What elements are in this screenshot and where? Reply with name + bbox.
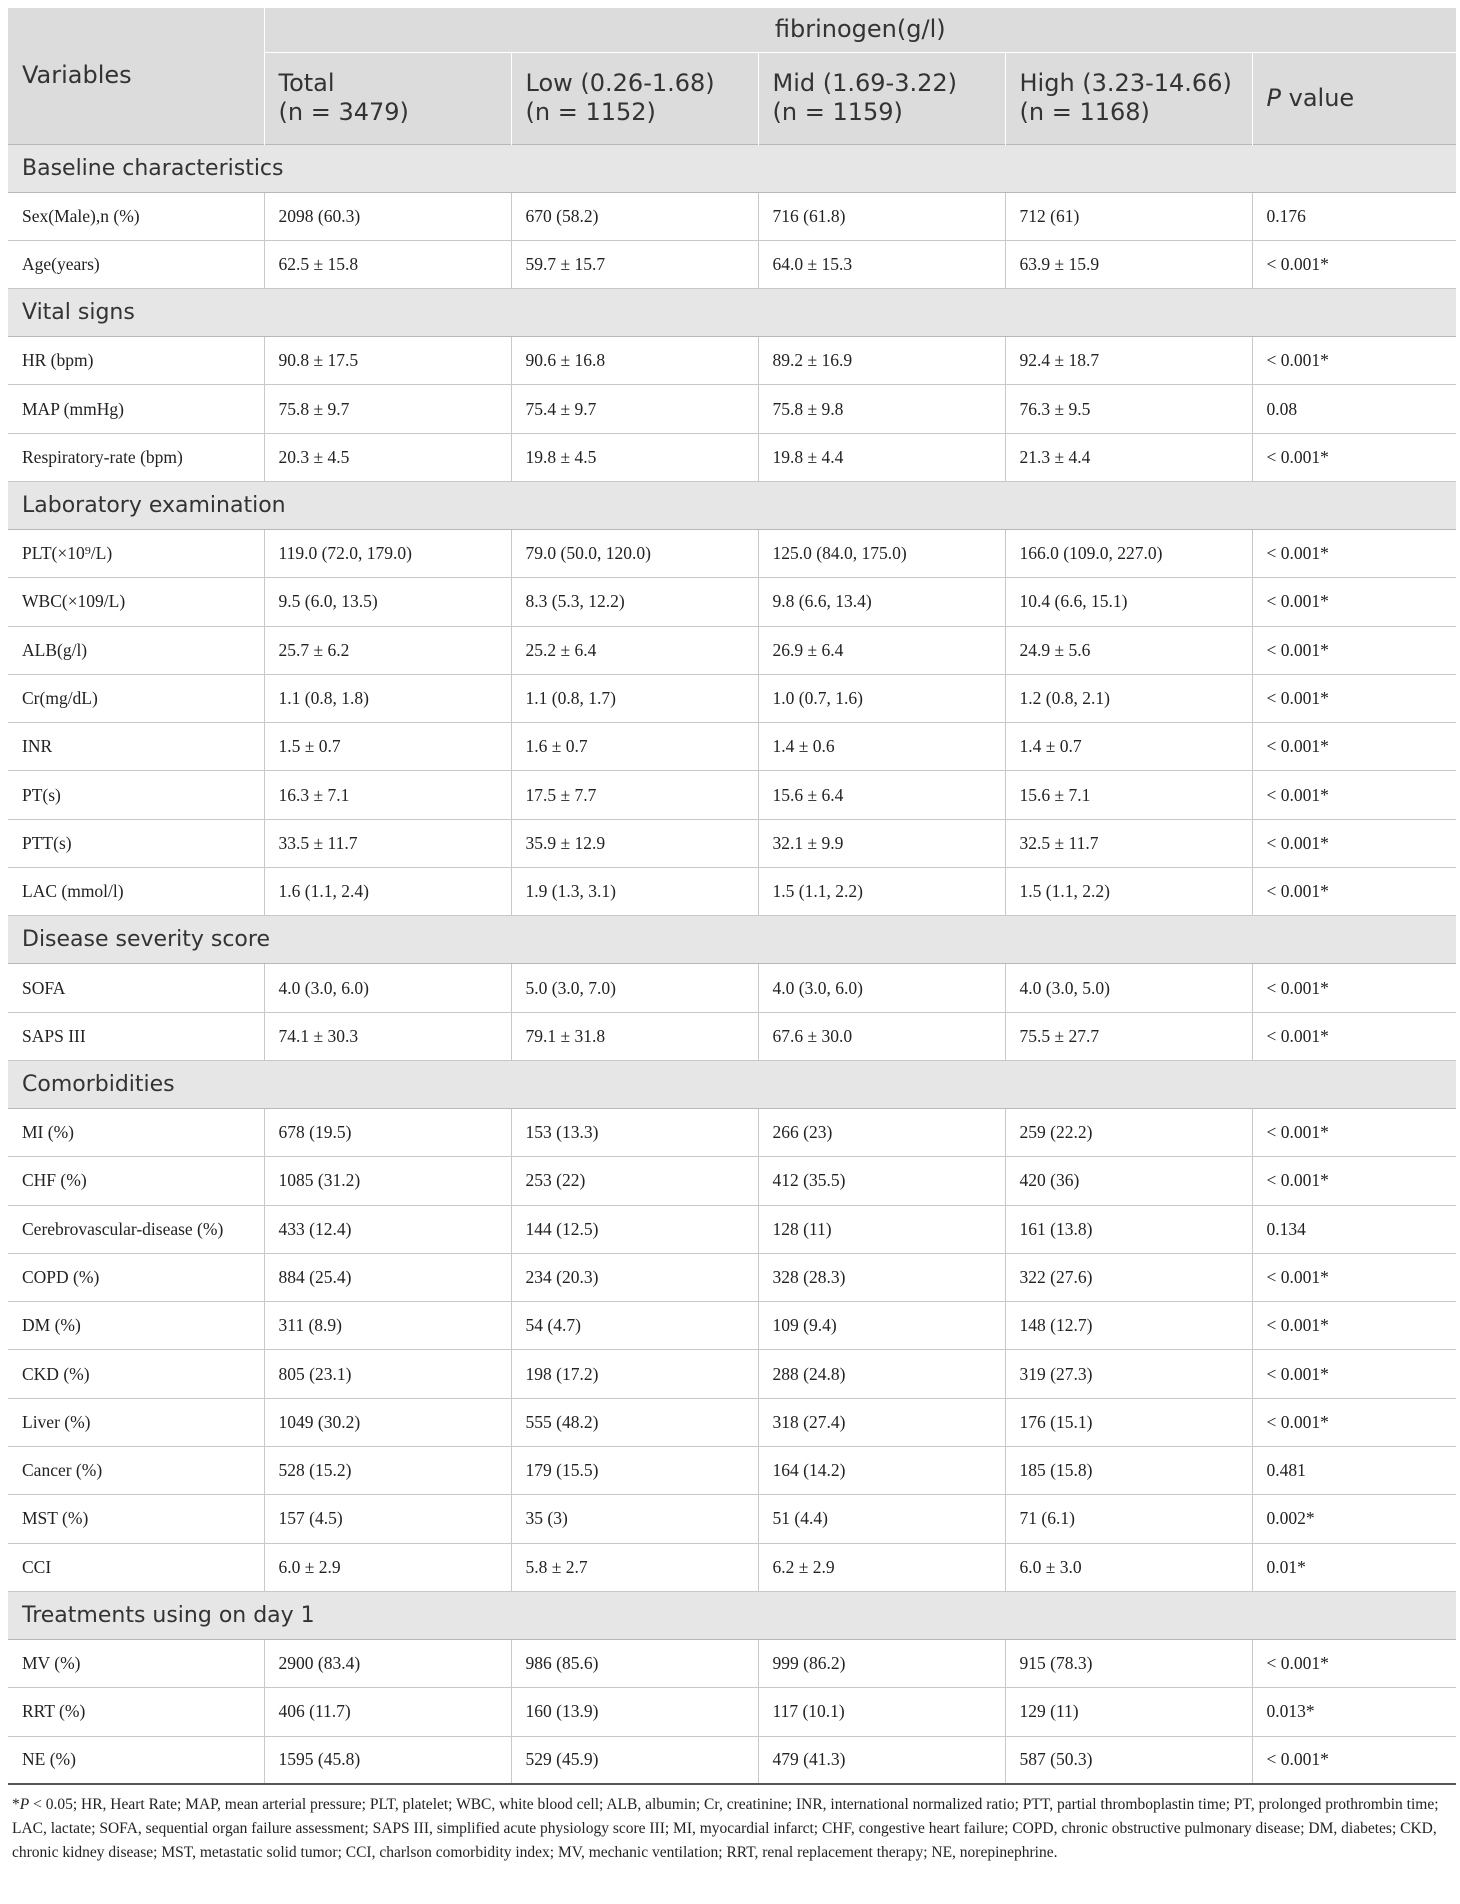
section-header-row	[8, 1591, 1456, 1639]
value-cell: 76.3 ± 9.5	[1005, 385, 1252, 433]
value-cell: < 0.001*	[1252, 674, 1456, 722]
value-cell: 0.08	[1252, 385, 1456, 433]
value-cell: 71 (6.1)	[1005, 1495, 1252, 1543]
section-title: Baseline characteristics	[8, 144, 1456, 192]
value-cell: 33.5 ± 11.7	[264, 819, 511, 867]
value-cell: 164 (14.2)	[758, 1447, 1005, 1495]
row-label-cell: SOFA	[8, 964, 264, 1012]
value-cell: 9.5 (6.0, 13.5)	[264, 578, 511, 626]
value-cell: 319 (27.3)	[1005, 1350, 1252, 1398]
value-cell: 1.5 ± 0.7	[264, 723, 511, 771]
value-cell: 19.8 ± 4.4	[758, 433, 1005, 481]
table-row	[8, 192, 1456, 240]
row-label-cell: Liver (%)	[8, 1398, 264, 1446]
value-cell: < 0.001*	[1252, 1108, 1456, 1156]
value-cell: < 0.001*	[1252, 1398, 1456, 1446]
value-cell: 79.1 ± 31.8	[511, 1012, 758, 1060]
table-row	[8, 868, 1456, 916]
value-cell: 529 (45.9)	[511, 1736, 758, 1784]
value-cell: 884 (25.4)	[264, 1253, 511, 1301]
value-cell: 1595 (45.8)	[264, 1736, 511, 1784]
value-cell: 716 (61.8)	[758, 192, 1005, 240]
value-cell: 5.8 ± 2.7	[511, 1543, 758, 1591]
table-row	[8, 1205, 1456, 1253]
table-row	[8, 1447, 1456, 1495]
value-cell: 328 (28.3)	[758, 1253, 1005, 1301]
column-header-total: Total (n = 3479)	[264, 52, 511, 144]
row-label-cell: Cerebrovascular-disease (%)	[8, 1205, 264, 1253]
value-cell: 179 (15.5)	[511, 1447, 758, 1495]
value-cell: 8.3 (5.3, 12.2)	[511, 578, 758, 626]
value-cell: 64.0 ± 15.3	[758, 240, 1005, 288]
value-cell: 6.2 ± 2.9	[758, 1543, 1005, 1591]
value-cell: 412 (35.5)	[758, 1157, 1005, 1205]
table-row	[8, 578, 1456, 626]
value-cell: 51 (4.4)	[758, 1495, 1005, 1543]
row-label-cell: PLT(×10⁹/L)	[8, 529, 264, 577]
row-label-cell: SAPS III	[8, 1012, 264, 1060]
table-row	[8, 1157, 1456, 1205]
column-header-mid: Mid (1.69-3.22) (n = 1159)	[758, 52, 1005, 144]
value-cell: 17.5 ± 7.7	[511, 771, 758, 819]
row-label-cell: HR (bpm)	[8, 337, 264, 385]
value-cell: 9.8 (6.6, 13.4)	[758, 578, 1005, 626]
section-title: Disease severity score	[8, 916, 1456, 964]
row-label-cell: Sex(Male),n (%)	[8, 192, 264, 240]
value-cell: 1049 (30.2)	[264, 1398, 511, 1446]
value-cell: 0.013*	[1252, 1688, 1456, 1736]
section-header-row	[8, 144, 1456, 192]
value-cell: < 0.001*	[1252, 771, 1456, 819]
value-cell: 1.5 (1.1, 2.2)	[758, 868, 1005, 916]
value-cell: 5.0 (3.0, 7.0)	[511, 964, 758, 1012]
value-cell: 915 (78.3)	[1005, 1639, 1252, 1687]
value-cell: 129 (11)	[1005, 1688, 1252, 1736]
row-label-cell: Cr(mg/dL)	[8, 674, 264, 722]
row-label-cell: LAC (mmol/l)	[8, 868, 264, 916]
value-cell: 59.7 ± 15.7	[511, 240, 758, 288]
value-cell: 144 (12.5)	[511, 1205, 758, 1253]
value-cell: 986 (85.6)	[511, 1639, 758, 1687]
value-cell: 90.6 ± 16.8	[511, 337, 758, 385]
value-cell: 4.0 (3.0, 6.0)	[264, 964, 511, 1012]
value-cell: 74.1 ± 30.3	[264, 1012, 511, 1060]
value-cell: 35 (3)	[511, 1495, 758, 1543]
value-cell: 555 (48.2)	[511, 1398, 758, 1446]
value-cell: 0.134	[1252, 1205, 1456, 1253]
column-header-low: Low (0.26-1.68) (n = 1152)	[511, 52, 758, 144]
table-row	[8, 674, 1456, 722]
table-row	[8, 1012, 1456, 1060]
table-row	[8, 385, 1456, 433]
value-cell: 185 (15.8)	[1005, 1447, 1252, 1495]
value-cell: 15.6 ± 6.4	[758, 771, 1005, 819]
value-cell: 1.6 ± 0.7	[511, 723, 758, 771]
section-header-row	[8, 916, 1456, 964]
row-label-cell: PTT(s)	[8, 819, 264, 867]
value-cell: 805 (23.1)	[264, 1350, 511, 1398]
value-cell: 0.01*	[1252, 1543, 1456, 1591]
value-cell: 16.3 ± 7.1	[264, 771, 511, 819]
value-cell: < 0.001*	[1252, 1253, 1456, 1301]
table-row	[8, 819, 1456, 867]
row-label-cell: Age(years)	[8, 240, 264, 288]
table-row	[8, 433, 1456, 481]
value-cell: 10.4 (6.6, 15.1)	[1005, 578, 1252, 626]
section-title: Laboratory examination	[8, 481, 1456, 529]
value-cell: 62.5 ± 15.8	[264, 240, 511, 288]
value-cell: 35.9 ± 12.9	[511, 819, 758, 867]
value-cell: 148 (12.7)	[1005, 1302, 1252, 1350]
fibrinogen-characteristics-table	[8, 8, 1456, 1785]
row-label-cell: WBC(×109/L)	[8, 578, 264, 626]
value-cell: 75.8 ± 9.7	[264, 385, 511, 433]
value-cell: 75.5 ± 27.7	[1005, 1012, 1252, 1060]
column-header-high: High (3.23-14.66) (n = 1168)	[1005, 52, 1252, 144]
value-cell: 117 (10.1)	[758, 1688, 1005, 1736]
value-cell: 311 (8.9)	[264, 1302, 511, 1350]
row-label-cell: CCI	[8, 1543, 264, 1591]
value-cell: 479 (41.3)	[758, 1736, 1005, 1784]
value-cell: 234 (20.3)	[511, 1253, 758, 1301]
table-row	[8, 771, 1456, 819]
value-cell: 6.0 ± 2.9	[264, 1543, 511, 1591]
table-row	[8, 723, 1456, 771]
table-row	[8, 1350, 1456, 1398]
value-cell: < 0.001*	[1252, 1302, 1456, 1350]
section-title: Comorbidities	[8, 1060, 1456, 1108]
row-label-cell: NE (%)	[8, 1736, 264, 1784]
value-cell: 25.7 ± 6.2	[264, 626, 511, 674]
value-cell: 89.2 ± 16.9	[758, 337, 1005, 385]
table-row	[8, 1398, 1456, 1446]
section-header-row	[8, 1060, 1456, 1108]
value-cell: 1.1 (0.8, 1.8)	[264, 674, 511, 722]
row-label-cell: PT(s)	[8, 771, 264, 819]
table-row	[8, 1688, 1456, 1736]
value-cell: 161 (13.8)	[1005, 1205, 1252, 1253]
value-cell: < 0.001*	[1252, 240, 1456, 288]
value-cell: 24.9 ± 5.6	[1005, 626, 1252, 674]
table-row	[8, 964, 1456, 1012]
value-cell: 318 (27.4)	[758, 1398, 1005, 1446]
value-cell: 90.8 ± 17.5	[264, 337, 511, 385]
value-cell: 1.2 (0.8, 2.1)	[1005, 674, 1252, 722]
row-label-cell: MI (%)	[8, 1108, 264, 1156]
value-cell: 1.5 (1.1, 2.2)	[1005, 868, 1252, 916]
value-cell: 25.2 ± 6.4	[511, 626, 758, 674]
table-row	[8, 1302, 1456, 1350]
value-cell: 406 (11.7)	[264, 1688, 511, 1736]
row-label-cell: MV (%)	[8, 1639, 264, 1687]
value-cell: 67.6 ± 30.0	[758, 1012, 1005, 1060]
value-cell: 4.0 (3.0, 5.0)	[1005, 964, 1252, 1012]
value-cell: 54 (4.7)	[511, 1302, 758, 1350]
section-title: Treatments using on day 1	[8, 1591, 1456, 1639]
value-cell: 1.4 ± 0.7	[1005, 723, 1252, 771]
value-cell: 157 (4.5)	[264, 1495, 511, 1543]
row-label-cell: INR	[8, 723, 264, 771]
row-label-cell: MST (%)	[8, 1495, 264, 1543]
value-cell: 678 (19.5)	[264, 1108, 511, 1156]
row-label-cell: Cancer (%)	[8, 1447, 264, 1495]
value-cell: 1085 (31.2)	[264, 1157, 511, 1205]
value-cell: 253 (22)	[511, 1157, 758, 1205]
value-cell: 160 (13.9)	[511, 1688, 758, 1736]
value-cell: 4.0 (3.0, 6.0)	[758, 964, 1005, 1012]
value-cell: 198 (17.2)	[511, 1350, 758, 1398]
table-row	[8, 240, 1456, 288]
fibrinogen-group-header: fibrinogen(g/l)	[264, 8, 1456, 52]
value-cell: < 0.001*	[1252, 1012, 1456, 1060]
row-label-cell: ALB(g/l)	[8, 626, 264, 674]
value-cell: 999 (86.2)	[758, 1639, 1005, 1687]
value-cell: 2900 (83.4)	[264, 1639, 511, 1687]
value-cell: < 0.001*	[1252, 1157, 1456, 1205]
value-cell: 63.9 ± 15.9	[1005, 240, 1252, 288]
value-cell: < 0.001*	[1252, 868, 1456, 916]
value-cell: 528 (15.2)	[264, 1447, 511, 1495]
table-body	[8, 144, 1456, 1784]
value-cell: 26.9 ± 6.4	[758, 626, 1005, 674]
value-cell: 32.5 ± 11.7	[1005, 819, 1252, 867]
value-cell: 266 (23)	[758, 1108, 1005, 1156]
value-cell: 0.002*	[1252, 1495, 1456, 1543]
value-cell: 128 (11)	[758, 1205, 1005, 1253]
value-cell: 587 (50.3)	[1005, 1736, 1252, 1784]
value-cell: 75.4 ± 9.7	[511, 385, 758, 433]
section-header-row	[8, 481, 1456, 529]
table-row	[8, 1495, 1456, 1543]
value-cell: 75.8 ± 9.8	[758, 385, 1005, 433]
row-label-cell: MAP (mmHg)	[8, 385, 264, 433]
value-cell: 176 (15.1)	[1005, 1398, 1252, 1446]
value-cell: 0.481	[1252, 1447, 1456, 1495]
row-label-cell: Respiratory-rate (bpm)	[8, 433, 264, 481]
value-cell: 20.3 ± 4.5	[264, 433, 511, 481]
value-cell: < 0.001*	[1252, 723, 1456, 771]
value-cell: 1.1 (0.8, 1.7)	[511, 674, 758, 722]
table-container	[8, 8, 1456, 1865]
value-cell: 1.6 (1.1, 2.4)	[264, 868, 511, 916]
row-label-cell: CKD (%)	[8, 1350, 264, 1398]
table-row	[8, 1736, 1456, 1784]
row-label-cell: RRT (%)	[8, 1688, 264, 1736]
table-footnote: *P < 0.05; HR, Heart Rate; MAP, mean arterial pressure; PLT, platelet; WBC, white blood cell; ALB, albumin; Cr, creatinine; INR, international normalized ratio; PTT, partial thromboplastin time; PT, prolonged prothrombin time; LAC, lactate; SOFA, sequential organ failure assessment; SAPS III, simplified acute physiology score III; MI, myocardial infarct; CHF, congestive heart failure; COPD, chronic obstructive pulmonary disease; DM, diabetes; CKD, chronic kidney disease; MST, metastatic solid tumor; CCI, charlson comorbidity index; MV, mechanic ventilation; RRT, renal replacement therapy; NE, norepinephrine.	[12, 1796, 1439, 1862]
table-header	[8, 8, 1456, 144]
section-title: Vital signs	[8, 289, 1456, 337]
value-cell: 433 (12.4)	[264, 1205, 511, 1253]
value-cell: 259 (22.2)	[1005, 1108, 1252, 1156]
value-cell: < 0.001*	[1252, 626, 1456, 674]
table-row	[8, 626, 1456, 674]
table-row	[8, 1108, 1456, 1156]
value-cell: < 0.001*	[1252, 433, 1456, 481]
variables-header: Variables	[8, 8, 264, 144]
value-cell: < 0.001*	[1252, 819, 1456, 867]
value-cell: 2098 (60.3)	[264, 192, 511, 240]
row-label-cell: DM (%)	[8, 1302, 264, 1350]
table-row	[8, 1639, 1456, 1687]
value-cell: 119.0 (72.0, 179.0)	[264, 529, 511, 577]
row-label-cell: CHF (%)	[8, 1157, 264, 1205]
value-cell: 1.0 (0.7, 1.6)	[758, 674, 1005, 722]
table-row	[8, 529, 1456, 577]
value-cell: < 0.001*	[1252, 1639, 1456, 1687]
value-cell: 21.3 ± 4.4	[1005, 433, 1252, 481]
value-cell: 288 (24.8)	[758, 1350, 1005, 1398]
value-cell: 79.0 (50.0, 120.0)	[511, 529, 758, 577]
row-label-cell: COPD (%)	[8, 1253, 264, 1301]
value-cell: 92.4 ± 18.7	[1005, 337, 1252, 385]
value-cell: 712 (61)	[1005, 192, 1252, 240]
value-cell: 15.6 ± 7.1	[1005, 771, 1252, 819]
value-cell: < 0.001*	[1252, 1350, 1456, 1398]
value-cell: < 0.001*	[1252, 529, 1456, 577]
table-row	[8, 1543, 1456, 1591]
value-cell: < 0.001*	[1252, 964, 1456, 1012]
value-cell: 1.4 ± 0.6	[758, 723, 1005, 771]
value-cell: 166.0 (109.0, 227.0)	[1005, 529, 1252, 577]
table-row	[8, 337, 1456, 385]
value-cell: < 0.001*	[1252, 337, 1456, 385]
value-cell: 670 (58.2)	[511, 192, 758, 240]
value-cell: < 0.001*	[1252, 578, 1456, 626]
value-cell: < 0.001*	[1252, 1736, 1456, 1784]
value-cell: 32.1 ± 9.9	[758, 819, 1005, 867]
value-cell: 153 (13.3)	[511, 1108, 758, 1156]
value-cell: 19.8 ± 4.5	[511, 433, 758, 481]
value-cell: 1.9 (1.3, 3.1)	[511, 868, 758, 916]
table-row	[8, 1253, 1456, 1301]
value-cell: 6.0 ± 3.0	[1005, 1543, 1252, 1591]
value-cell: 322 (27.6)	[1005, 1253, 1252, 1301]
value-cell: 109 (9.4)	[758, 1302, 1005, 1350]
section-header-row	[8, 289, 1456, 337]
value-cell: 420 (36)	[1005, 1157, 1252, 1205]
value-cell: 0.176	[1252, 192, 1456, 240]
value-cell: 125.0 (84.0, 175.0)	[758, 529, 1005, 577]
column-header-p-value: P value	[1252, 52, 1456, 144]
